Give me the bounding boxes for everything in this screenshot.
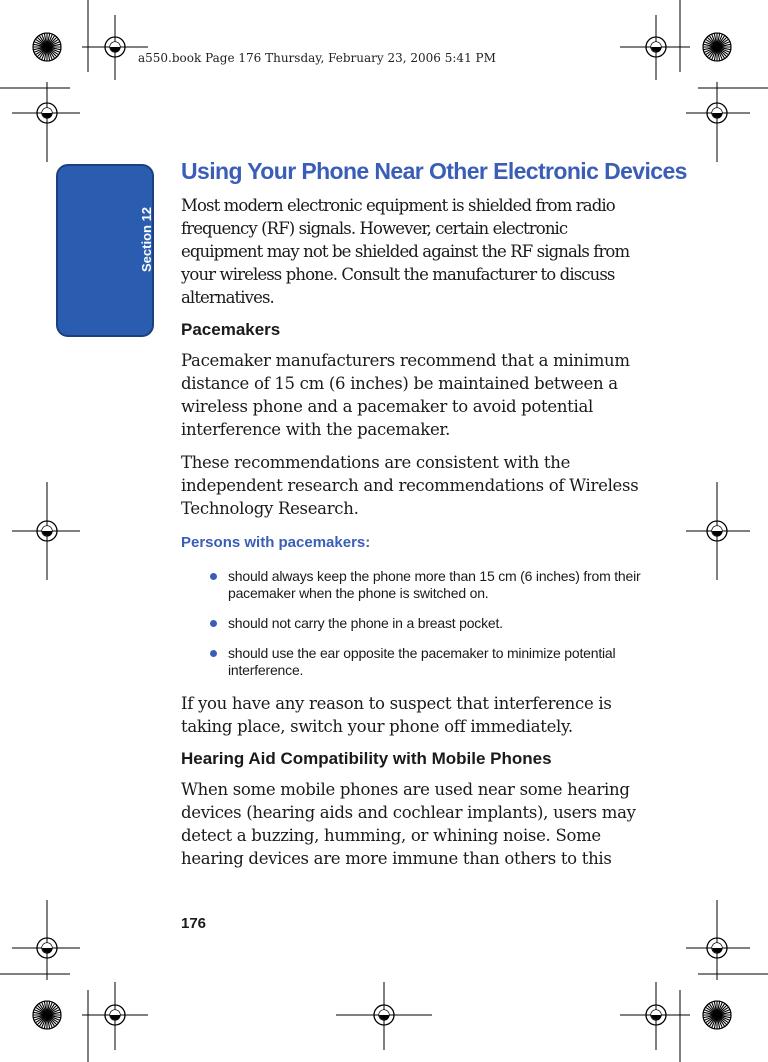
pacemakers-paragraph-3: If you have any reason to suspect that interference is taking place, switch your phone off immediately. [181, 694, 612, 736]
print-slug: a550.book Page 176 Thursday, February 23, 2006 5:41 PM [138, 51, 496, 65]
hearing-aid-heading: Hearing Aid Compatibility with Mobile Phones [181, 749, 552, 768]
pacemakers-paragraph-2: These recommendations are consistent with the independent research and recommendations of Wireless Technology Research. [181, 453, 639, 518]
bullet-text: should not carry the phone in a breast pocket. [228, 615, 503, 631]
list-item [210, 645, 643, 679]
pacemakers-paragraph-1: Pacemaker manufacturers recommend that a minimum distance of 15 cm (6 inches) be maintained between a wireless phone and a pacemaker to avoid potential interference with the pacemaker. [181, 351, 630, 439]
section-tab-label: Section 12 [139, 206, 154, 272]
bullet-text: should use the ear opposite the pacemaker to minimize potential interference. [228, 645, 616, 678]
section-tab-label-wrapper [56, 164, 154, 337]
page-title: Using Your Phone Near Other Electronic Devices [181, 158, 687, 184]
page-content [181, 156, 687, 880]
page-number: 176 [181, 915, 207, 932]
bullet-icon [210, 650, 217, 657]
bullet-icon [210, 573, 217, 580]
list-item [210, 568, 643, 602]
bullet-text: should always keep the phone more than 15 cm (6 inches) from their pacemaker when the phone is switched on. [228, 568, 641, 601]
bullet-icon [210, 620, 217, 627]
pacemakers-subheading: Persons with pacemakers: [181, 534, 371, 551]
pacemakers-heading: Pacemakers [181, 320, 281, 339]
pacemaker-bullet-list [181, 568, 643, 679]
hearing-aid-paragraph: When some mobile phones are used near some hearing devices (hearing aids and cochlear implants), users may detect a buzzing, humming, or whining noise. Some hearing devices are more immune than others to this [181, 780, 636, 868]
intro-paragraph: Most modern electronic equipment is shielded from radio frequency (RF) signals. However, certain electronic equipment may not be shielded against the RF signals from your wireless phone. Consult the manufacturer to discuss alternatives. [181, 196, 630, 307]
list-item [210, 615, 643, 632]
